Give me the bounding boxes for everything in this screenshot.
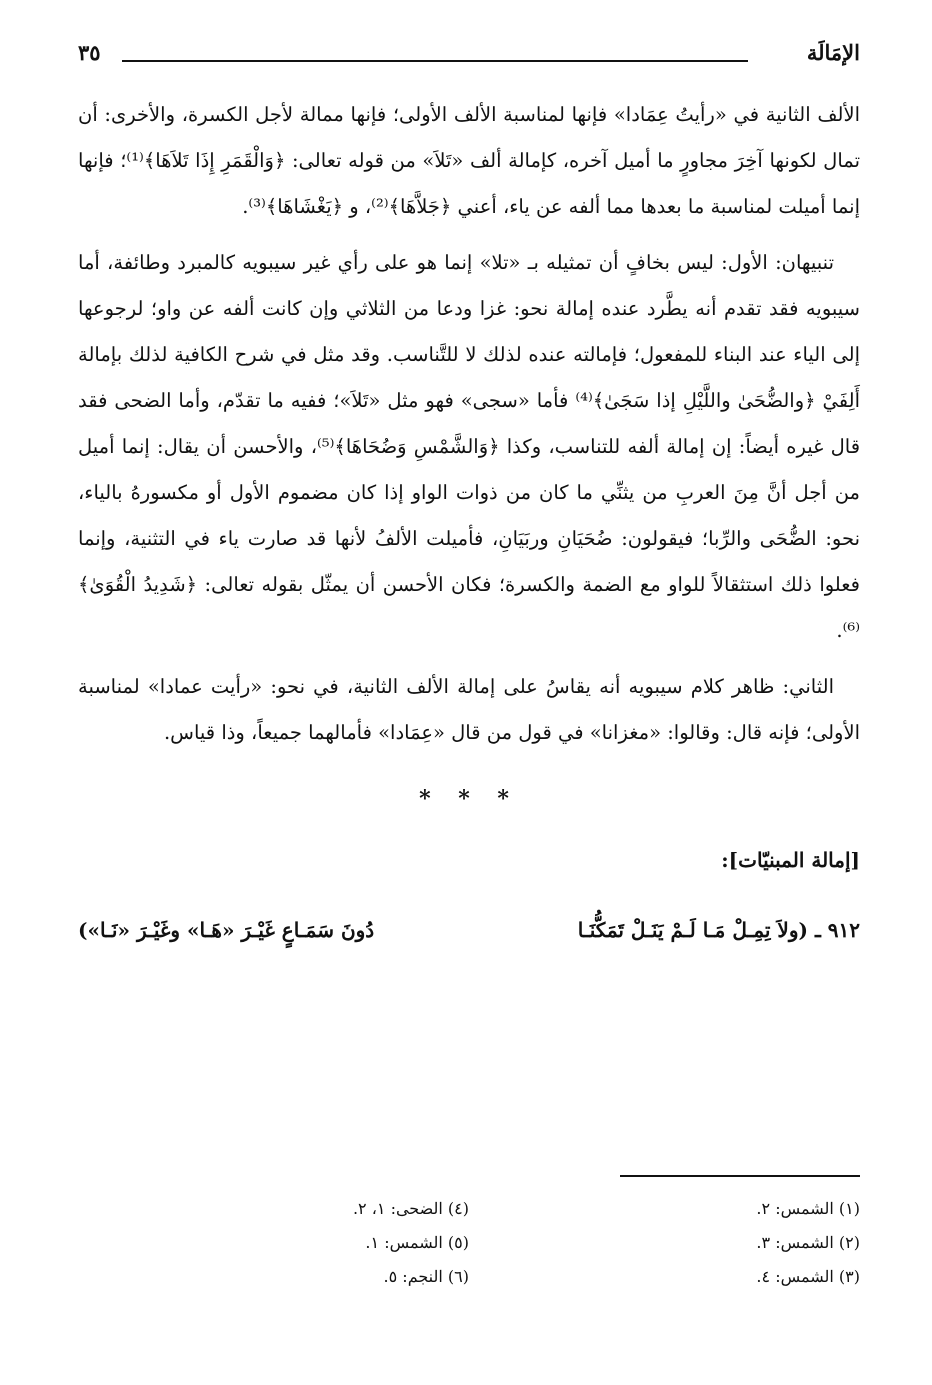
paragraph-2: تنبيهان: الأول: ليس بخافٍ أن تمثيله بـ «تلا» إنما هو على رأي غير سيبويه كالمبرد وطائفة، أما سيبويه فقد تقدم أنه يطَّرد عنده إمالة نحو: غزا ودعا من الثلاثي وإن كانت ألفه عن واو؛ لرجوعها إلى الياء عند البناء للمفعول؛ فإمالته عنده لذلك لا للتَّناسب. وقد مثل في شرح الكافية لذلك بإمالة أَلِفَيْ ﴿والضُّحَىٰ واللَّيْلِ إذا سَجَىٰ﴾⁽⁴⁾ فأما «سجى» فهو مثل «تَلاَ»؛ ففيه ما تقدّم، وأما الضحى فقد قال غيره أيضاً: إن إمالة ألفه للتناسب، وكذا ﴿وَالشَّمْسِ وَضُحَاهَا﴾⁽⁵⁾، والأحسن أن يقال: إنما أميل من أجل أنَّ مِنَ العربِ من يثنِّي ما كان من ذوات الواو إذا كان مضموم الأول أو مكسورهُ بالياء، نحو: الضُّحَى والرِّبا؛ فيقولون: ضُحَيَانِ وربَيَانِ، فأميلت الألفُ لأنها قد صارت ياء في التثنية، وإنما فعلوا ذلك استثقالاً للواو مع الضمة والكسرة؛ فكان الأحسن أن يمثّل بقوله تعالى: ﴿شَدِيدُ الْقُوَىٰ﴾⁽⁶⁾.	[78, 251, 861, 642]
verse-hemistich-1: (ولاَ تِمِـلْ مَـا لَـمْ يَنَـلْ تَمَكُّنَـا	[577, 918, 808, 942]
paragraph-3: الثاني: ظاهر كلام سيبويه أنه يقاسُ على إمالة الألف الثانية، في نحو: «رأيت عمادا» لمناسبة الأولى؛ فإنه قال: وقالوا: «مغزانا» في قول من قال «عِمَادا» فأمالهما جميعاً، وذا قياس.	[78, 675, 860, 744]
verse-line	[78, 918, 860, 958]
section-separator: * * *	[419, 786, 519, 812]
page	[78, 36, 860, 958]
footnotes-right-column	[469, 1192, 860, 1294]
verse-first-half	[578, 918, 860, 958]
paragraph-1: الألف الثانية في «رأيتُ عِمَادا» فإنها لمناسبة الألف الأولى؛ فإنها ممالة لأجل الكسرة، والأخرى: أن تمال لكونها آخِرَ مجاورٍ ما أميل آخره، كإمالة ألف «تَلاَ» من قوله تعالى: ﴿وَالْقَمَرِ إِذَا تَلاَهَا﴾⁽¹⁾؛ فإنها إنما أميلت لمناسبة ما بعدها مما ألفه عن ياء، أعني ﴿جَلاَّهَا﴾⁽²⁾، و ﴿يَغْشَاهَا﴾⁽³⁾.	[78, 103, 860, 218]
footnote-rule	[620, 1175, 860, 1177]
page-number: ٣٥	[78, 40, 101, 65]
footnote-2: (٢) الشمس: ٣.	[756, 1233, 860, 1252]
header-title: الإمَالَة	[806, 40, 860, 65]
verse-number: ٩١٢ ـ	[814, 918, 860, 942]
header-rule	[122, 60, 748, 62]
running-header	[78, 36, 860, 76]
footnote-6: (٦) النجم: ٥.	[383, 1267, 469, 1286]
footnotes	[78, 1192, 860, 1294]
footnote-4: (٤) الضحى: ١، ٢.	[352, 1199, 469, 1218]
footnotes-left-column	[78, 1192, 469, 1294]
footnote-1: (١) الشمس: ٢.	[756, 1199, 860, 1218]
section-title: [إمالة المبنيّات]:	[721, 848, 860, 872]
footnote-5: (٥) الشمس: ١.	[365, 1233, 469, 1252]
footnote-3: (٣) الشمس: ٤.	[756, 1267, 860, 1286]
verse-hemistich-2: دُونَ سَمَـاعٍ غَيْـرَ «هَـا» وغَيْـرَ «نَـا»)	[78, 918, 375, 942]
